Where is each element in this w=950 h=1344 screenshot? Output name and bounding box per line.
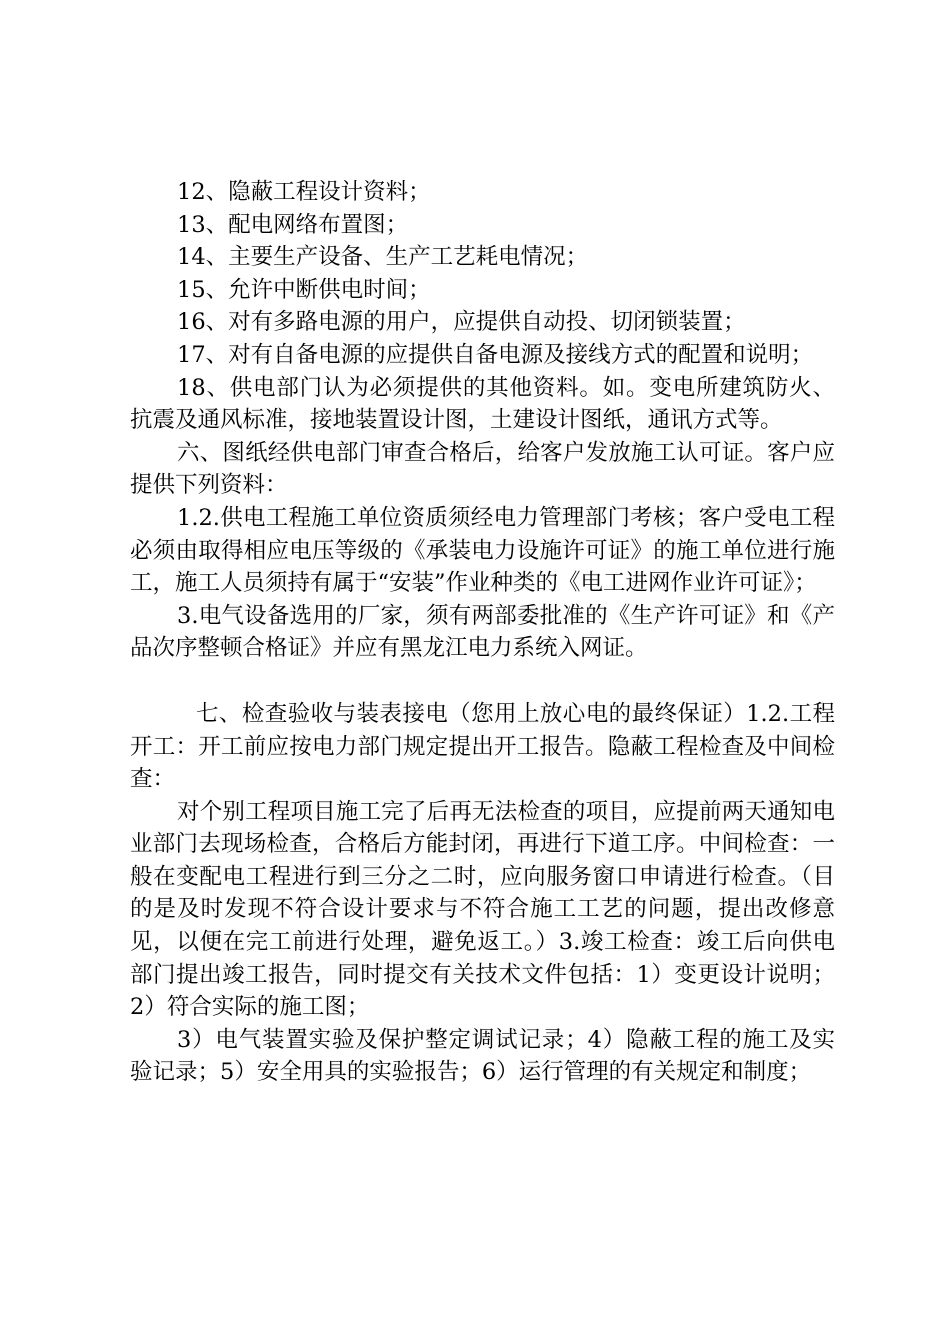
section-six-paragraph: 六、图纸经供电部门审查合格后，给客户发放施工认可证。客户应提供下列资料：	[130, 439, 835, 499]
records-paragraph: 3）电气装置实验及保护整定调试记录；4）隐蔽工程的施工及实验记录；5）安全用具的实验报告；6）运行管理的有关规定和制度；	[130, 1026, 835, 1086]
list-item-14: 14、主要生产设备、生产工艺耗电情况；	[177, 244, 589, 271]
list-item-15: 15、允许中断供电时间；	[177, 276, 431, 303]
document-page	[130, 176, 835, 1089]
list-item-18: 18、供电部门认为必须提供的其他资料。如。变电所建筑防火、抗震及通风标准，接地装置设计图，土建设计图纸，通讯方式等。	[130, 374, 835, 434]
section-seven-paragraph: 七、检查验收与装表接电（您用上放心电的最终保证）1.2.工程开工：开工前应按电力部门规定提出开工报告。隐蔽工程检查及中间检查：	[130, 700, 835, 793]
inspection-paragraph: 对个别工程项目施工完了后再无法检查的项目，应提前两天通知电业部门去现场检查，合格后方能封闭，再进行下道工序。中间检查：一般在变配电工程进行到三分之二时，应向服务窗口申请进行检查。（目的是及时发现不符合设计要求与不符合施工工艺的问题，提出改修意见，以便在完工前进行处理，避免返工。）3.竣工检查：竣工后向供电部门提出竣工报告，同时提交有关技术文件包括：1）变更设计说明；2）符合实际的施工图；	[130, 798, 835, 1021]
list-item-17: 17、对有自备电源的应提供自备电源及接线方式的配置和说明；	[177, 341, 814, 368]
list-item-12: 12、隐蔽工程设计资料；	[177, 179, 431, 205]
list-item-16: 16、对有多路电源的用户，应提供自动投、切闭锁装置；	[177, 309, 746, 336]
item-3-paragraph: 3.电气设备选用的厂家，须有两部委批准的《生产许可证》和《产品次序整顿合格证》并应有黑龙江电力系统入网证。	[130, 602, 835, 662]
list-item-13: 13、配电网络布置图；	[177, 211, 409, 238]
item-1-2-paragraph: 1.2.供电工程施工单位资质须经电力管理部门考核；客户受电工程必须由取得相应电压等级的《承装电力设施许可证》的施工单位进行施工，施工人员须持有属于“安装”作业种类的《电工进网作业许可证》；	[130, 504, 835, 597]
